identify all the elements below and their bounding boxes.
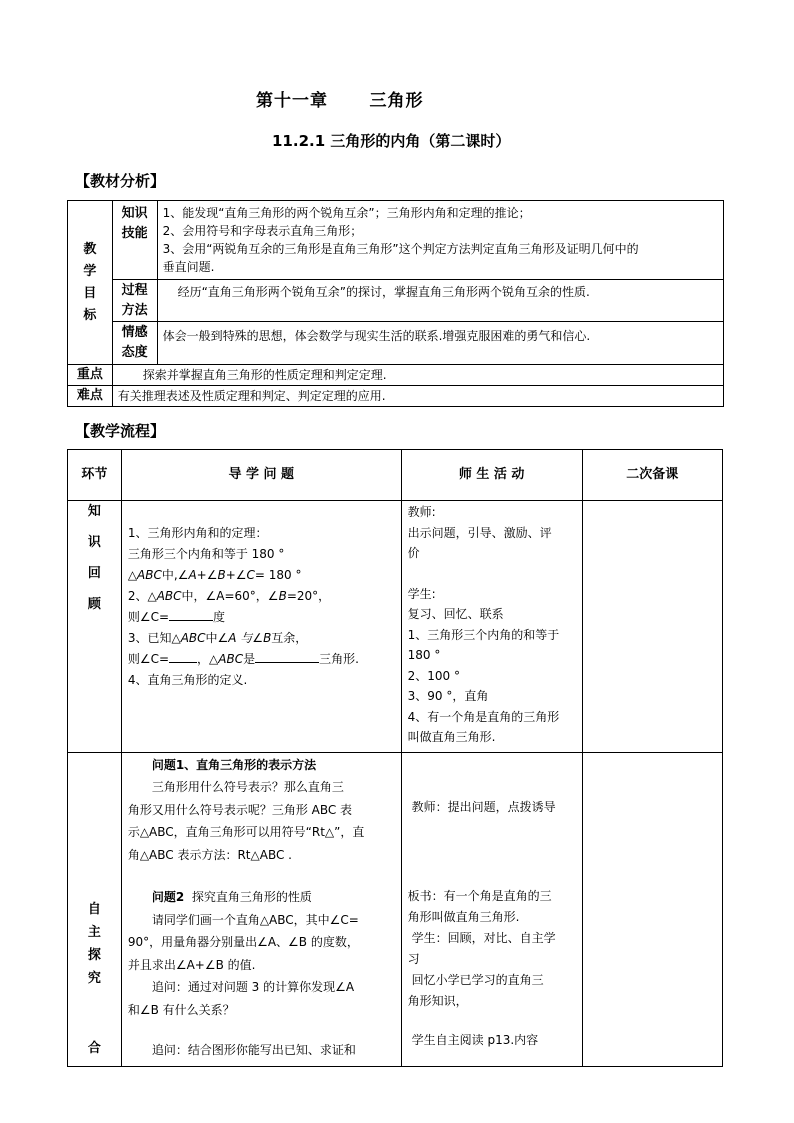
q3-line: 3、已知△ABC中∠A 与∠B互余，: [127, 631, 308, 645]
explore-stage: 自 主 探 究 合: [68, 752, 122, 1066]
review-guide: 1、三角形内角和的定理： 三角形三个内角和等于 180 ° △ABC中,∠A+∠B+∠C= 180 ° 2、△ABC中，∠A=60°，∠B=20°， 则∠C= 度 3、已知△ABC中∠A 与∠B互余， 则∠C= ，△ABC是 三角形. 4、直角三角形的定义.: [121, 501, 401, 753]
analysis-section-title: 【教材分析】: [75, 172, 166, 190]
explore-activity: 教师：提出问题，点拨诱导 板书：有一个角是直角的三 角形叫做直角三角形. 学生：回顾，对比、自主学 习 回忆小学已学习的直角三 角形知识， 学生自主阅读 p13.内容: [401, 752, 582, 1066]
q1-formula: △ABC中,∠A+∠B+∠C= 180 °: [127, 568, 302, 582]
key-point-text: 探索并掌握直角三角形的性质定理和判定定理.: [112, 365, 723, 386]
chapter-name: 三角形: [369, 91, 424, 111]
q2-ask: 则∠C= 度: [127, 610, 226, 624]
problem-2-title: 问题2 探究直角三角形的性质: [151, 890, 312, 904]
review-notes: [582, 501, 722, 753]
header-activity: 师 生 活 动: [401, 450, 582, 501]
attitude-text: 体会一般到特殊的思想，体会数学与现实生活的联系.增强克服困难的勇气和信心.: [157, 322, 723, 365]
knowledge-label: 知识 技能: [112, 201, 157, 280]
header-notes: 二次备课: [582, 450, 722, 501]
process-text: 经历“直角三角形两个锐角互余”的探讨，掌握直角三角形两个锐角互余的性质.: [157, 280, 723, 322]
flow-section-title: 【教学流程】: [75, 422, 166, 440]
review-activity: 教师: 出示问题，引导、激励、评 价 学生: 复习、回忆、联系 1、三角形三个内角的和等于 180 ° 2、100 ° 3、90 °，直角 4、有一个角是直角的三角形 叫做直角三角形.: [401, 501, 582, 753]
chapter-number: 第十一章: [256, 91, 328, 111]
q3-ask: 则∠C= ，△ABC是 三角形.: [127, 652, 359, 666]
lesson-subtitle: 11.2.1 三角形的内角（第二课时）: [272, 132, 511, 150]
difficulty-text: 有关推理表述及性质定理和判定、判定定理的应用.: [112, 386, 723, 407]
attitude-label: 情感 态度: [112, 322, 157, 365]
process-label: 过程 方法: [112, 280, 157, 322]
flow-table: [67, 449, 723, 1067]
difficulty-label: 难点: [68, 386, 113, 407]
header-guide: 导 学 问 题: [121, 450, 401, 501]
review-stage: 知 识 回 顾: [68, 501, 122, 753]
explore-notes: [582, 752, 722, 1066]
analysis-table: [67, 200, 724, 407]
key-point-label: 重点: [68, 365, 113, 386]
explore-guide: 问题1、直角三角形的表示方法 三角形用什么符号表示？那么直角三 角形又用什么符号表示呢？三角形 ABC 表 示△ABC，直角三角形可以用符号“Rt△”，直 角△ABC 表示方法：Rt△ABC . 问题2 探究直角三角形的性质 请同学们画一个直角△ABC，其中∠C= 90°，用量角器分别量出∠A、∠B 的度数， 并且求出∠A+∠B 的值. 追问：通过对问题 3 的计算你发现∠A 和∠B 有什么关系？ 追问：结合图形你能写出已知、求证和: [121, 752, 401, 1066]
chapter-title: [256, 86, 424, 111]
knowledge-text: 1、能发现“直角三角形的两个锐角互余”；三角形内角和定理的推论； 2、会用符号和字母表示直角三角形； 3、会用“两锐角互余的三角形是直角三角形”这个判定方法判定直角三角形及证明几何中的 垂直问题.: [157, 201, 723, 280]
problem-1-title: 问题1、直角三角形的表示方法: [151, 757, 317, 772]
q2-line: 2、△ABC中，∠A=60°，∠B=20°，: [127, 589, 331, 603]
goals-label: 教 学 目 标: [68, 201, 113, 365]
header-stage: 环节: [68, 450, 122, 501]
